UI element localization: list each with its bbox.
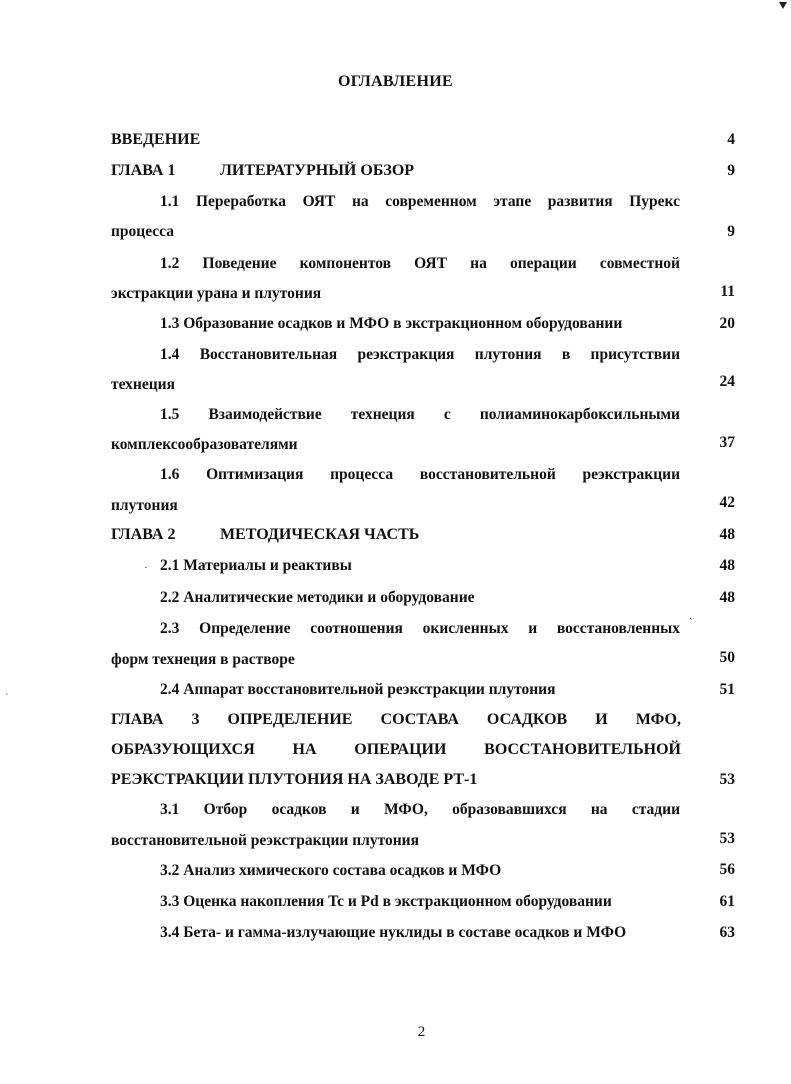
toc-page-ch1: 9 xyxy=(727,162,735,179)
toc-entry-2-3-line1: 2.3 Определение соотношения окисленных и восстановленных xyxy=(160,620,680,637)
toc-entry-2-2: 2.2 Аналитические методики и оборудование xyxy=(160,589,475,606)
toc-entry-1-1-line1: 1.1 Переработка ОЯТ на современном этапе развития Пурекс xyxy=(160,193,680,210)
toc-entry-2-3-line2: форм технеция в растворе xyxy=(111,651,295,668)
toc-page-3-4: 63 xyxy=(719,924,735,941)
toc-page-1-2: 11 xyxy=(720,283,735,300)
toc-entry-1-3: 1.3 Образование осадков и МФО в экстракционном оборудовании xyxy=(160,315,623,332)
toc-page-2-2: 48 xyxy=(719,589,735,606)
toc-entry-intro: ВВЕДЕНИЕ xyxy=(111,131,201,148)
toc-page-1-4: 24 xyxy=(719,373,735,390)
toc-entry-1-4-line2: технеция xyxy=(111,376,175,393)
toc-entry-1-1-line2: процесса xyxy=(111,223,174,240)
toc-title: ОГЛАВЛЕНИЕ xyxy=(338,73,453,90)
toc-chapter-3-line2: ОБРАЗУЮЩИХСЯ НА ОПЕРАЦИИ ВОССТАНОВИТЕЛЬНОЙ xyxy=(111,741,681,758)
toc-entry-1-6-line1: 1.6 Оптимизация процесса восстановительной реэкстракции xyxy=(160,466,680,483)
toc-page-1-6: 42 xyxy=(719,494,735,511)
toc-page-1-1: 9 xyxy=(727,223,735,240)
toc-entry-3-2: 3.2 Анализ химического состава осадков и МФО xyxy=(160,862,502,879)
toc-page-2-1: 48 xyxy=(719,557,735,574)
toc-page-1-3: 20 xyxy=(719,315,735,332)
toc-page-2-3: 50 xyxy=(719,649,735,666)
toc-chapter-1-title: ЛИТЕРАТУРНЫЙ ОБЗОР xyxy=(220,162,415,179)
page-number: 2 xyxy=(417,1024,426,1040)
toc-page-3-1: 53 xyxy=(719,830,735,847)
toc-entry-1-2-line1: 1.2 Поведение компонентов ОЯТ на операции совместной xyxy=(160,255,680,272)
toc-page-intro: 4 xyxy=(727,131,735,148)
stray-tick-left-mark: ˋ xyxy=(5,692,9,704)
toc-entry-1-5-line2: комплексообразователями xyxy=(111,436,298,453)
toc-page-1-5: 37 xyxy=(719,434,735,451)
toc-entry-1-6-line2: плутония xyxy=(111,497,178,514)
toc-entry-3-1-line2: восстановительной реэкстракции плутония xyxy=(111,832,419,849)
toc-entry-1-2-line2: экстракции урана и плутония xyxy=(111,285,322,302)
toc-page-ch3: 53 xyxy=(719,771,735,788)
toc-page-ch2: 48 xyxy=(719,526,735,543)
toc-chapter-1-number: ГЛАВА 1 xyxy=(111,162,176,179)
toc-chapter-3-line3: РЕЭКСТРАКЦИИ ПЛУТОНИЯ НА ЗАВОДЕ РТ-1 xyxy=(111,771,478,788)
toc-page-3-2: 56 xyxy=(719,861,735,878)
toc-entry-3-3: 3.3 Оценка накопления Tc и Pd в экстракционном оборудовании xyxy=(160,893,612,910)
corner-mark-icon xyxy=(779,2,787,9)
stray-dot-mark: · xyxy=(144,562,148,574)
toc-page-2-4: 51 xyxy=(719,681,735,698)
toc-chapter-2-title: МЕТОДИЧЕСКАЯ ЧАСТЬ xyxy=(220,526,420,543)
toc-chapter-2-number: ГЛАВА 2 xyxy=(111,526,176,543)
toc-entry-2-1: 2.1 Материалы и реактивы xyxy=(160,557,352,574)
toc-entry-1-5-line1: 1.5 Взаимодействие технеция с полиаминокарбоксильными xyxy=(160,406,680,423)
toc-entry-3-1-line1: 3.1 Отбор осадков и МФО, образовавшихся на стадии xyxy=(160,801,680,818)
toc-page-3-3: 61 xyxy=(719,893,735,910)
toc-chapter-3-line1: ГЛАВА 3 ОПРЕДЕЛЕНИЕ СОСТАВА ОСАДКОВ И МФО, xyxy=(111,711,681,728)
toc-entry-1-4-line1: 1.4 Восстановительная реэкстракция плутония в присутствии xyxy=(160,346,680,363)
stray-tick-right-mark: ˎ xyxy=(689,608,693,620)
toc-entry-3-4: 3.4 Бета- и гамма-излучающие нуклиды в составе осадков и МФО xyxy=(160,924,627,941)
toc-entry-2-4: 2.4 Аппарат восстановительной реэкстракции плутония xyxy=(160,681,556,698)
